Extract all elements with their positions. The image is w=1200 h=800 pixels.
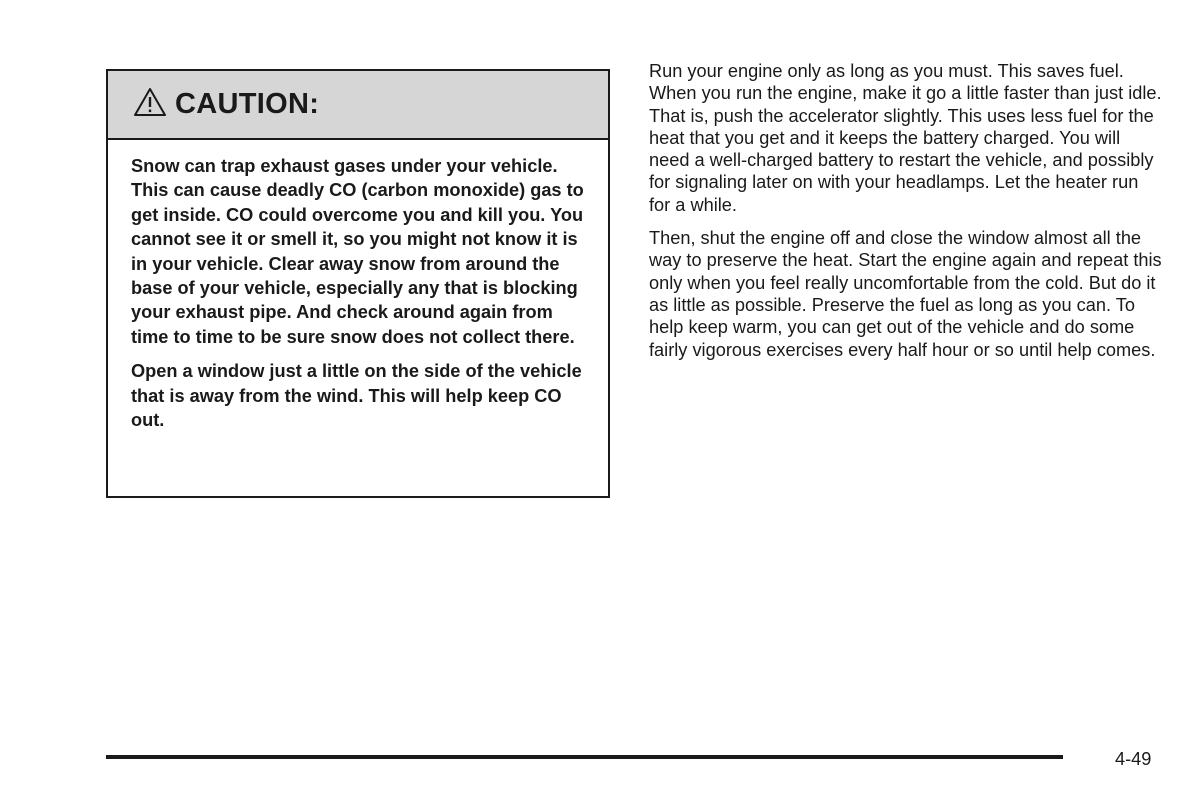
warning-triangle-icon xyxy=(133,87,167,117)
body-text-column xyxy=(649,60,1164,372)
caution-title: CAUTION: xyxy=(175,88,320,120)
page-number: 4-49 xyxy=(1115,749,1152,769)
caution-box xyxy=(106,69,610,498)
footer-rule xyxy=(106,755,1063,759)
caution-paragraph: Open a window just a little on the side of the vehicle that is away from the wind. This will help keep CO out. xyxy=(131,361,582,431)
caution-body xyxy=(108,140,608,432)
caution-header xyxy=(108,71,608,140)
body-paragraph: Then, shut the engine off and close the window almost all the way to preserve the heat. Start the engine again and repeat this only when you feel really uncomfortable from the cold. But do it as little as possible. Preserve the fuel as long as you can. To help keep warm, you can get out of the vehicle and do some fairly vigorous exercises every half hour or so until help comes. xyxy=(649,228,1162,360)
body-paragraph: Run your engine only as long as you must. This saves fuel. When you run the engine, make it go a little faster than just idle. That is, push the accelerator slightly. This uses less fuel for the heat that you get and it keeps the battery charged. You will need a well-charged battery to restart the vehicle, and possibly for signaling later on with your headlamps. Let the heater run for a while. xyxy=(649,61,1162,215)
caution-paragraph: Snow can trap exhaust gases under your vehicle. This can cause deadly CO (carbon monoxide) gas to get inside. CO could overcome you and kill you. You cannot see it or smell it, so you might not know it is in your vehicle. Clear away snow from around the base of your vehicle, especially any that is blocking your exhaust pipe. And check around again from time to time to be sure snow does not collect there. xyxy=(131,156,584,347)
